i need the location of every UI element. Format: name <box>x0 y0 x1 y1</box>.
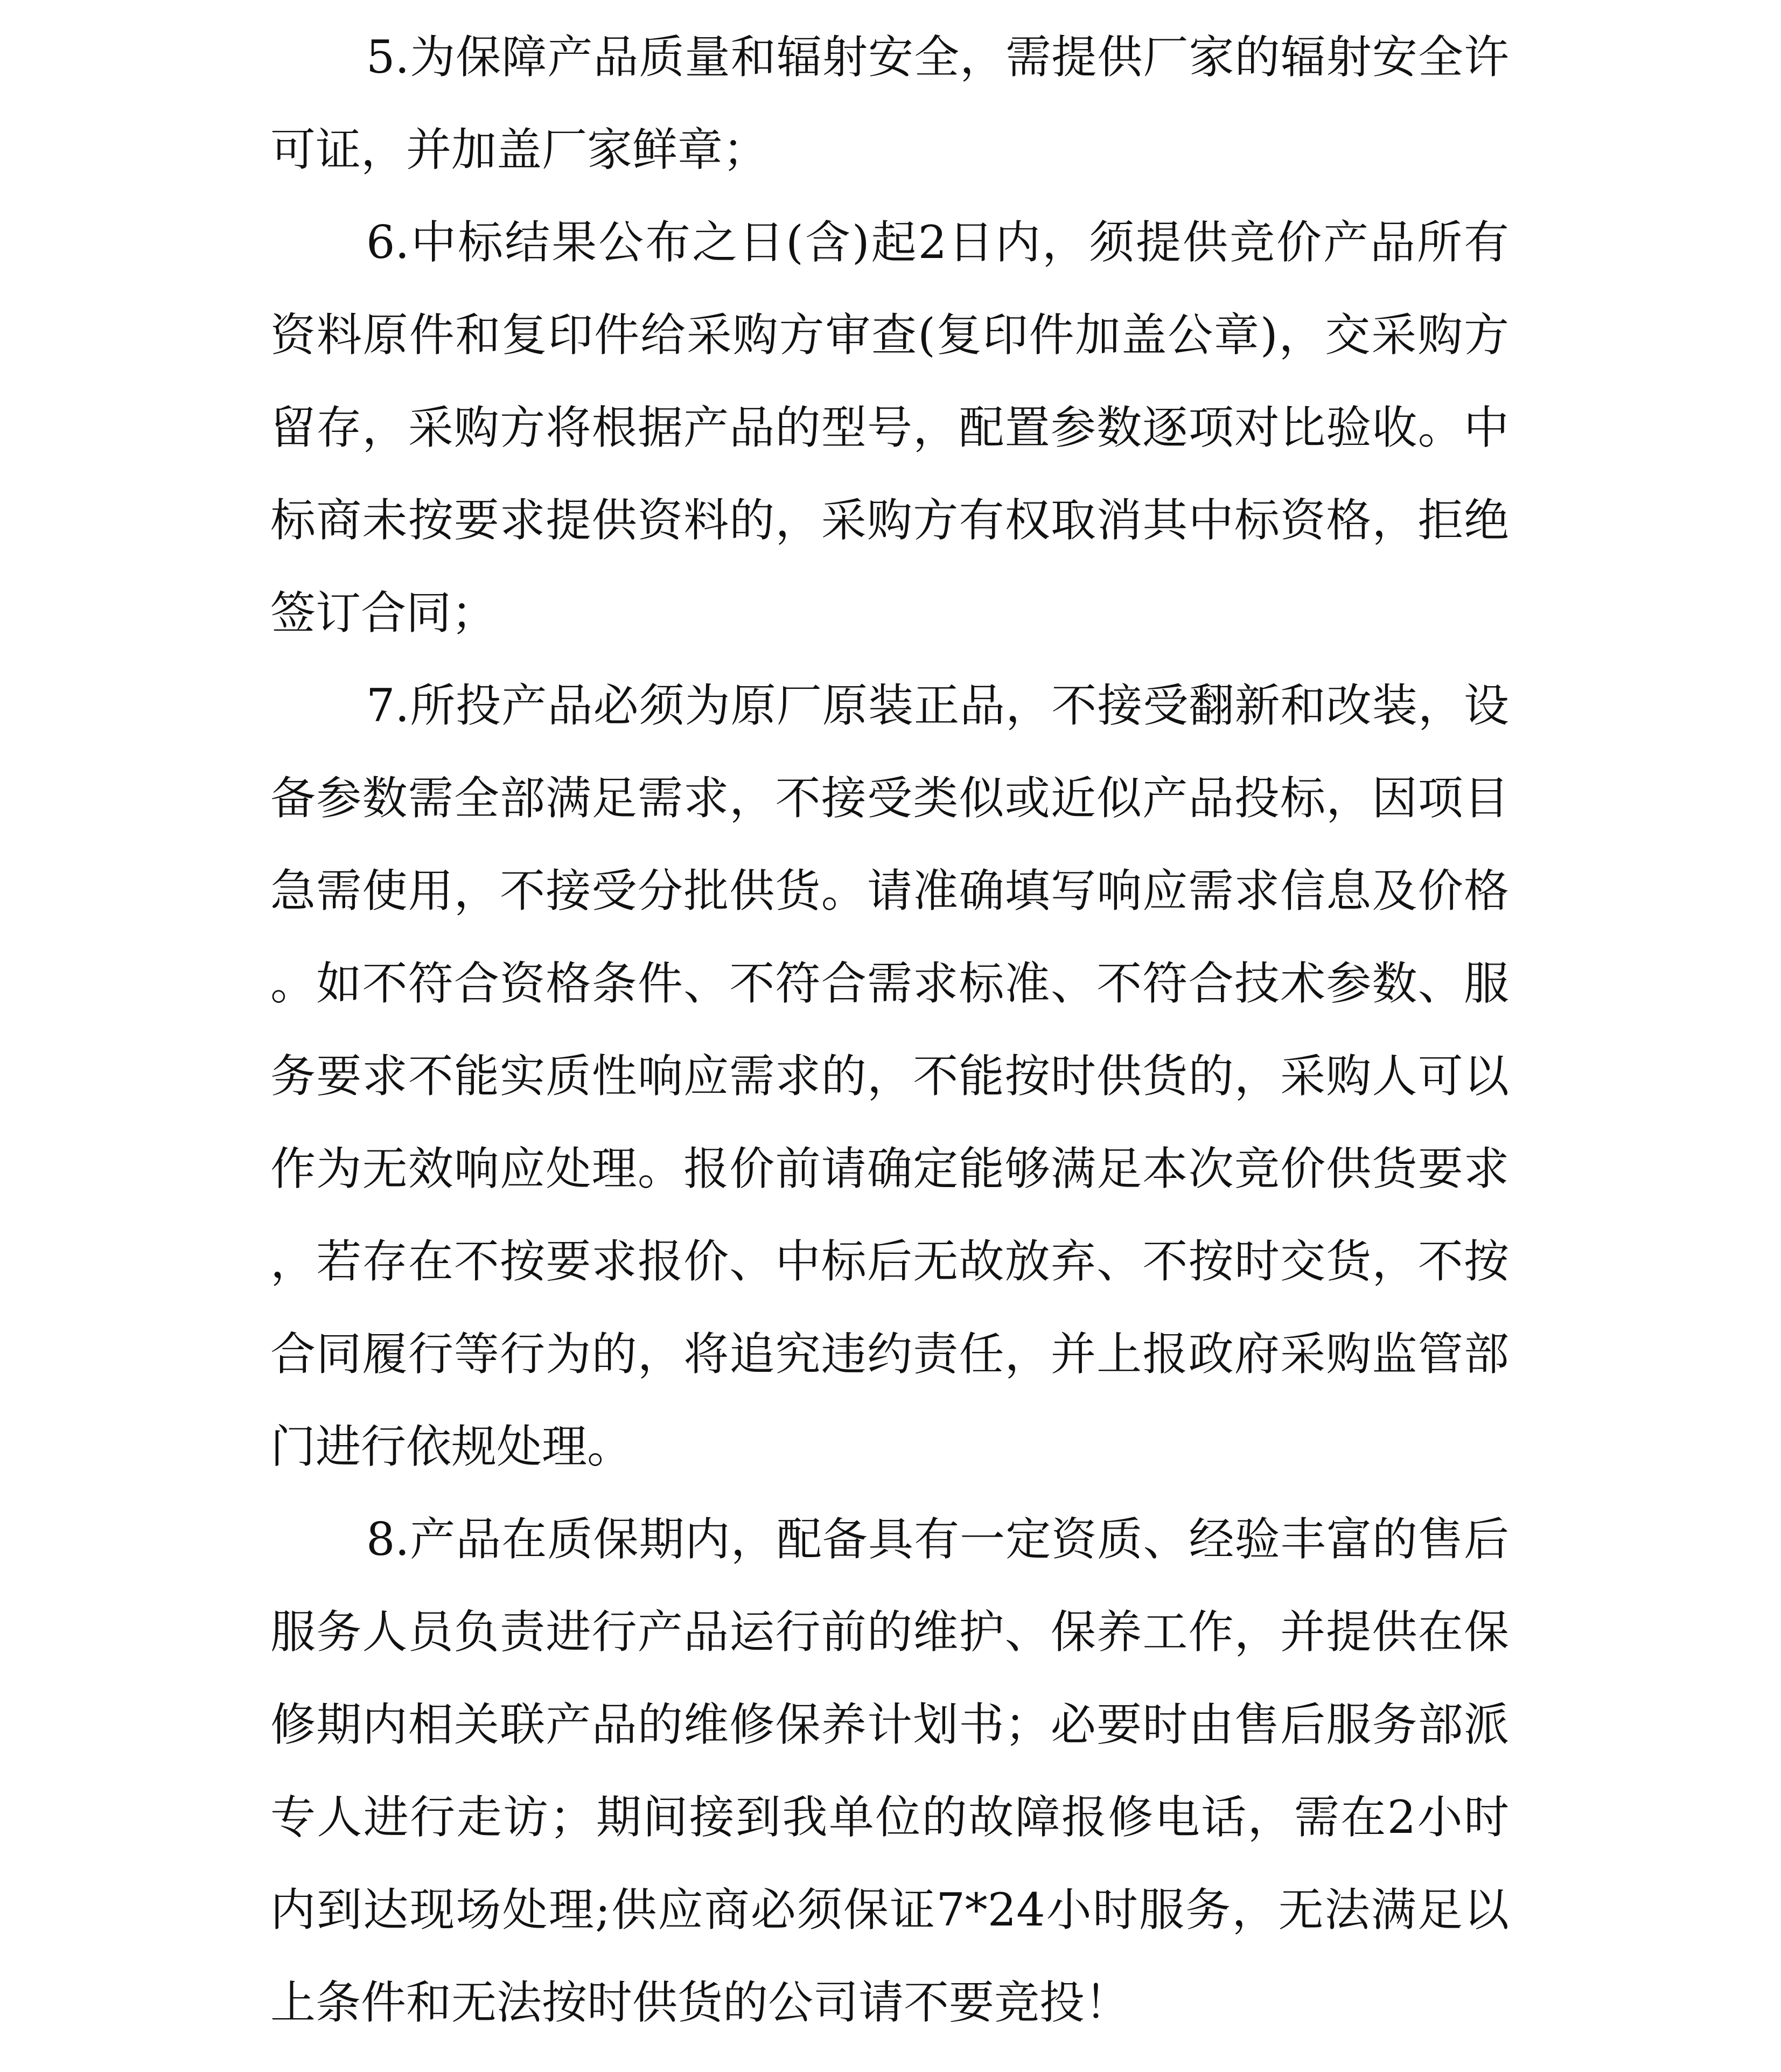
paragraph-item-5: 5.为保障产品质量和辐射安全，需提供厂家的辐射安全许可证，并加盖厂家鲜章； <box>270 31 1509 176</box>
paragraph-item-6: 6.中标结果公布之日(含)起2日内，须提供竞价产品所有资料原件和复印件给采购方审查(复印件加盖公章)，交采购方留存，采购方将根据产品的型号，配置参数逐项对比验收。中标商未按要求提供资料的，采购方有权取消其中标资格，拒绝签订合同； <box>270 216 1509 639</box>
paragraph-item-7: 7.所投产品必须为原厂原装正品，不接受翻新和改装，设备参数需全部满足需求，不接受类似或近似产品投标，因项目急需使用，不接受分批供货。请准确填写响应需求信息及价格。如不符合资格条件、不符合需求标准、不符合技术参数、服务要求不能实质性响应需求的，不能按时供货的，采购人可以作为无效响应处理。报价前请确定能够满足本次竞价供货要求，若存在不按要求报价、中标后无故放弃、不按时交货，不按合同履行等行为的，将追究违约责任，并上报政府采购监管部门进行依规处理。 <box>270 679 1509 1473</box>
document-body <box>270 0 1509 2049</box>
paragraph-item-8: 8.产品在质保期内，配备具有一定资质、经验丰富的售后服务人员负责进行产品运行前的维护、保养工作，并提供在保修期内相关联产品的维修保养计划书；必要时由售后服务部派专人进行走访；期间接到我单位的故障报修电话，需在2小时内到达现场处理;供应商必须保证7*24小时服务，无法满足以上条件和无法按时供货的公司请不要竞投！ <box>270 1513 1509 2029</box>
